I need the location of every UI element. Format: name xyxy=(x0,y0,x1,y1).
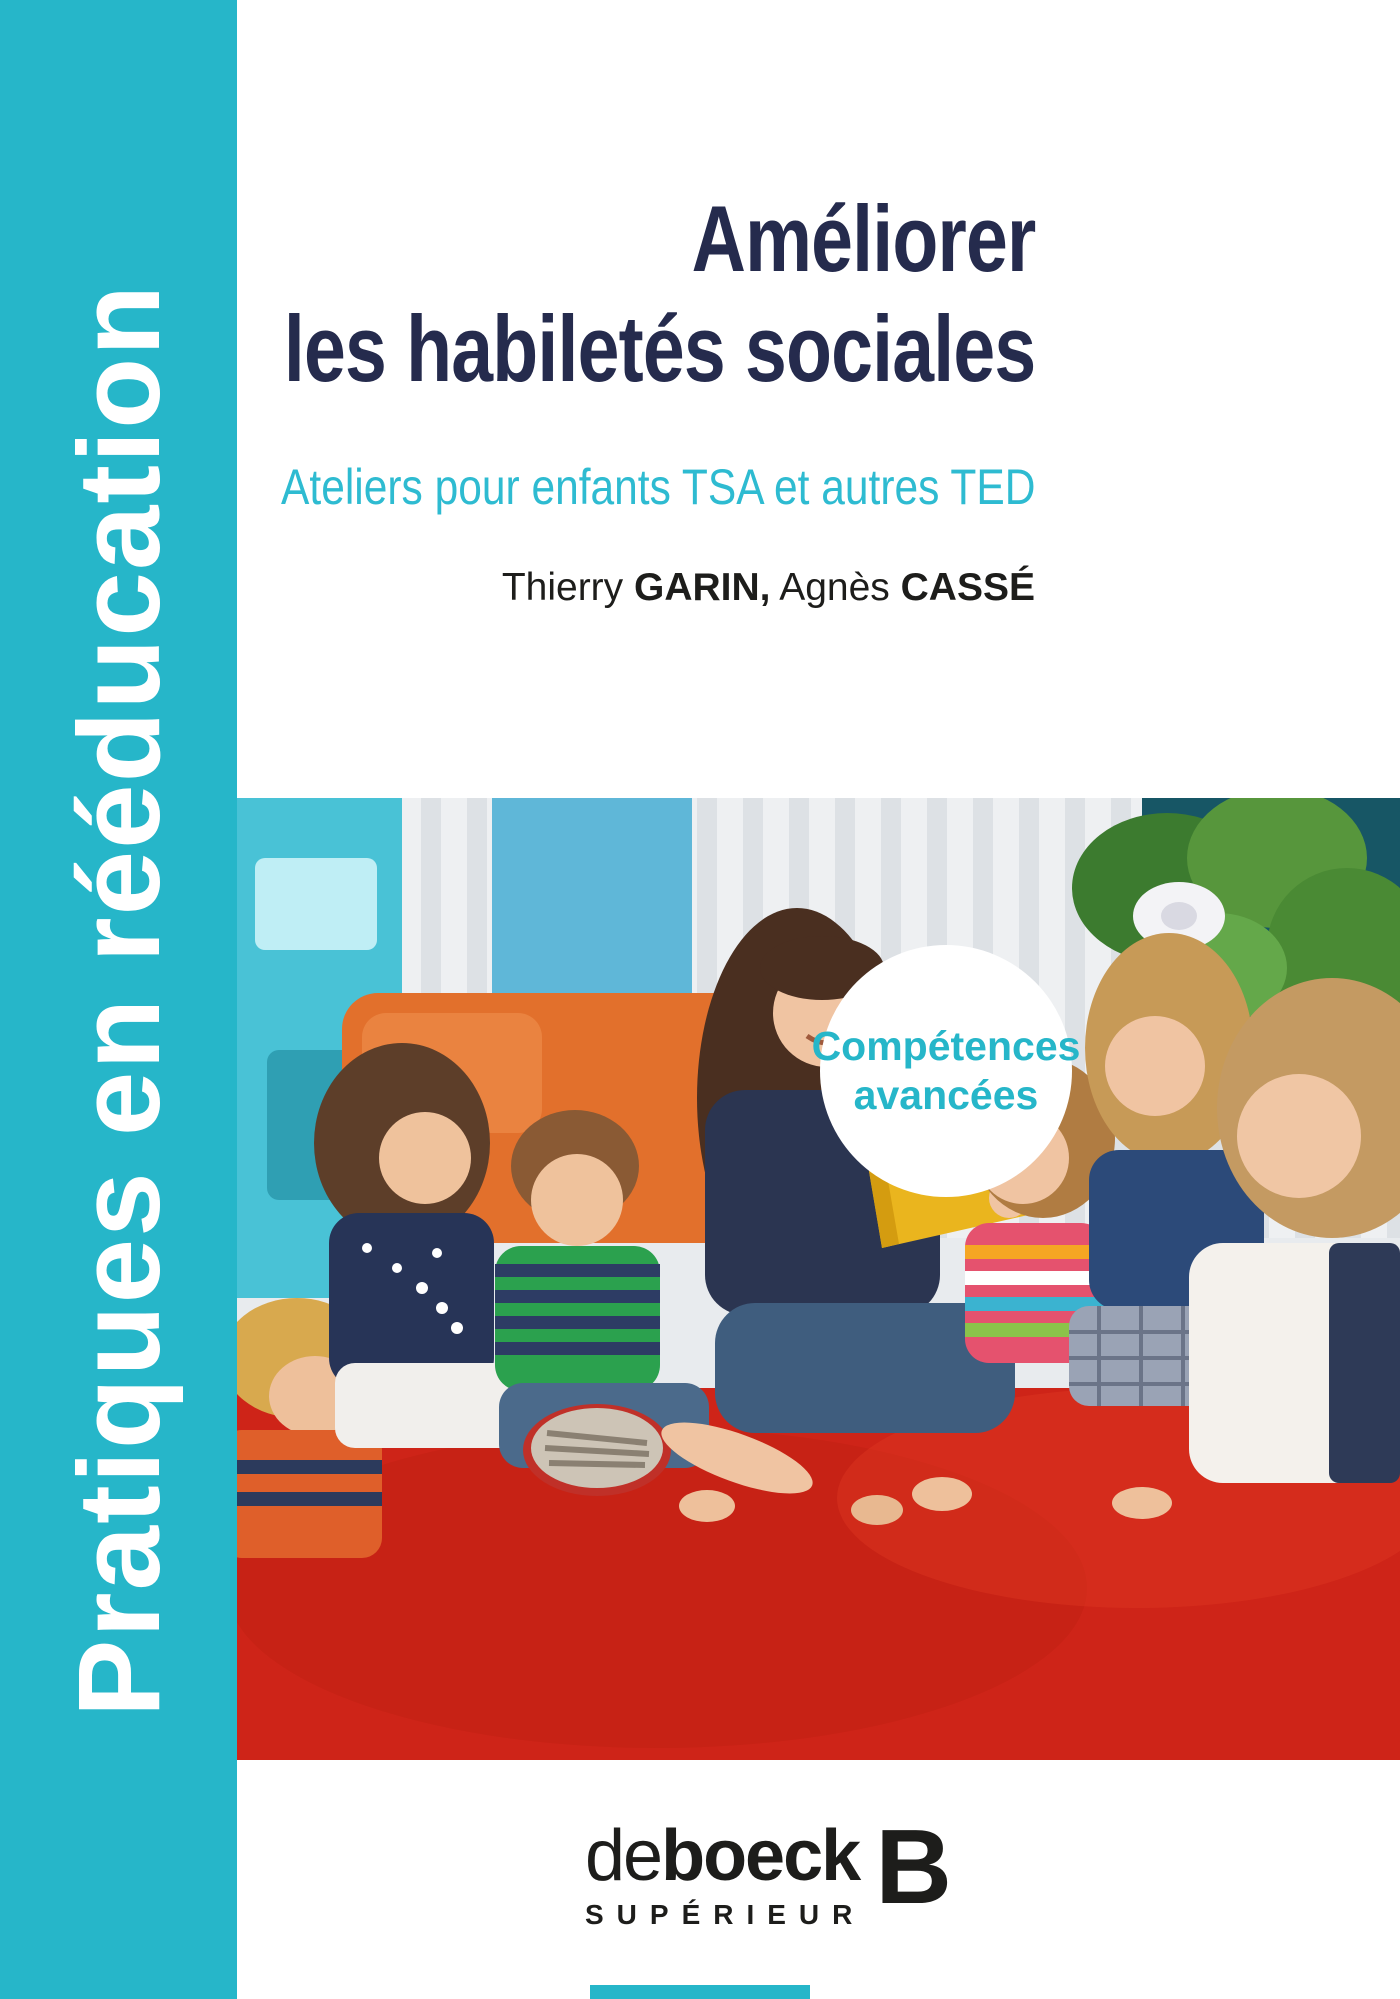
authors-line xyxy=(96,566,1035,610)
competence-badge xyxy=(811,945,1081,1197)
headline-block xyxy=(96,184,1035,610)
classroom-photo-illustration xyxy=(237,798,1400,1760)
title-line-2: les habiletés sociales xyxy=(283,295,1035,401)
author-2-last-name: CASSÉ xyxy=(900,565,1035,609)
publisher-name xyxy=(585,1816,865,1896)
author-2-first-name: Agnès xyxy=(770,565,901,609)
collection-label: Pratiques en rééducation xyxy=(53,282,184,1717)
publisher-logo xyxy=(585,1808,952,1931)
book-subtitle: Ateliers pour enfants TSA et autres TED xyxy=(280,458,1035,515)
title-line-1: Améliorer xyxy=(691,186,1035,291)
badge-line-2: avancées xyxy=(853,1072,1039,1118)
publisher-wordmark xyxy=(585,1816,866,1931)
author-1-first-name: Thierry xyxy=(501,565,635,609)
badge-line-1: Compétences xyxy=(811,1023,1081,1069)
author-1-last-name: GARIN, xyxy=(634,565,771,609)
publisher-subline: SUPÉRIEUR xyxy=(585,1898,866,1930)
publisher-name-light: de xyxy=(585,1816,662,1896)
book-title xyxy=(96,184,1035,404)
publisher-name-bold: boeck xyxy=(661,1816,860,1896)
cover-photo xyxy=(237,798,1400,1760)
publisher-b-mark: B xyxy=(875,1808,952,1926)
bottom-accent-bar xyxy=(590,1985,810,1999)
